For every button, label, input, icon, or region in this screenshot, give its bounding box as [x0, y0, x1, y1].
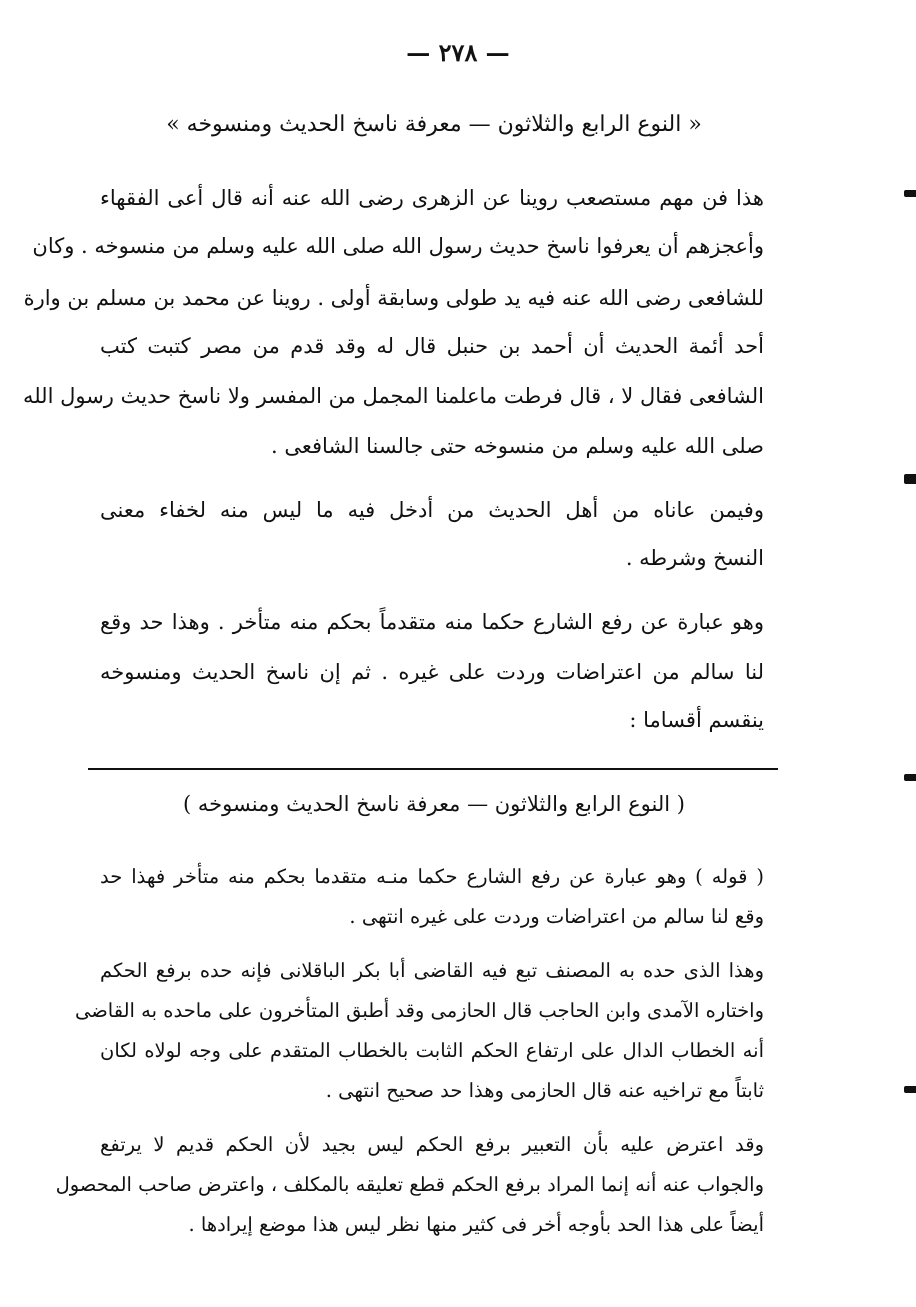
commentary-line-9: أيضاً على هذا الحد بأوجه أخر فى كثير منها نظر ليس هذا موضع إيرادها .	[188, 1213, 764, 1236]
commentary-line-6: ثابتاً مع تراخيه عنه قال الحازمى وهذا حد صحيح انتهى .	[325, 1079, 764, 1102]
commentary-line-3: وهذا الذى حده به المصنف تبع فيه القاضى أبا بكر الباقلانى فإنه حده برفع الحكم	[100, 959, 764, 982]
commentary-line-4: واختاره الآمدى وابن الحاجب قال الحازمى وقد أطبق المتأخرون على ماحده به القاضى	[74, 999, 764, 1022]
commentary-line-2: وقع لنا سالم من اعتراضات وردت على غيره انتهى .	[349, 905, 764, 928]
main-line-11: ينقسم أقساما :	[629, 708, 764, 732]
main-line-5: الشافعى فقال لا ، قال فرطت ماعلمنا المجمل من المفسر ولا ناسخ حديث رسول الله	[22, 384, 764, 408]
commentary-heading: ( النوع الرابع والثلاثون — معرفة ناسخ الحديث ومنسوخه )	[183, 792, 685, 816]
main-line-8: النسخ وشرطه .	[625, 546, 764, 570]
main-line-4: أحد أئمة الحديث أن أحمد بن حنبل قال له وقد قدم من مصر كتبت كتب	[100, 334, 764, 358]
main-line-2: وأعجزهم أن يعرفوا ناسخ حديث رسول الله صلى الله عليه وسلم من منسوخه . وكان	[32, 234, 764, 258]
chapter-heading: « النوع الرابع والثلاثون — معرفة ناسخ الحديث ومنسوخه »	[166, 112, 702, 137]
scan-edge-mark	[904, 1086, 916, 1093]
main-line-1: هذا فن مهم مستصعب روينا عن الزهرى رضى الله عنه أنه قال أعى الفقهاء	[100, 186, 764, 210]
main-line-6: صلى الله عليه وسلم من منسوخه حتى جالسنا الشافعى .	[271, 434, 764, 458]
main-line-9: وهو عبارة عن رفع الشارع حكما منه متقدماً بحكم منه متأخر . وهذا حد وقع	[100, 610, 764, 634]
scan-edge-mark	[904, 474, 916, 484]
page-number: — ٢٧٨ —	[406, 38, 510, 67]
commentary-line-8: والجواب عنه أنه إنما المراد برفع الحكم قطع تعليقه بالمكلف ، واعترض صاحب المحصول	[55, 1173, 764, 1196]
scan-edge-mark	[904, 774, 916, 781]
main-line-10: لنا سالم من اعتراضات وردت على غيره . ثم إن ناسخ الحديث ومنسوخه	[100, 660, 764, 684]
commentary-line-1: ( قوله ) وهو عبارة عن رفع الشارع حكما منـه متقدما بحكم منه متأخر فهذا حد	[100, 865, 764, 888]
footnote-divider	[88, 768, 778, 770]
commentary-line-7: وقد اعترض عليه بأن التعبير برفع الحكم ليس بجيد لأن الحكم قديم لا يرتفع	[100, 1133, 764, 1156]
commentary-line-5: أنه الخطاب الدال على ارتفاع الحكم الثابت بالخطاب المتقدم على وجه لولاه لكان	[100, 1039, 764, 1062]
scan-edge-mark	[904, 190, 916, 197]
main-line-3: للشافعى رضى الله عنه فيه يد طولى وسابقة أولى . روينا عن محمد بن مسلم بن وارة	[23, 286, 764, 310]
main-line-7: وفيمن عاناه من أهل الحديث من أدخل فيه ما ليس منه لخفاء معنى	[100, 498, 764, 522]
